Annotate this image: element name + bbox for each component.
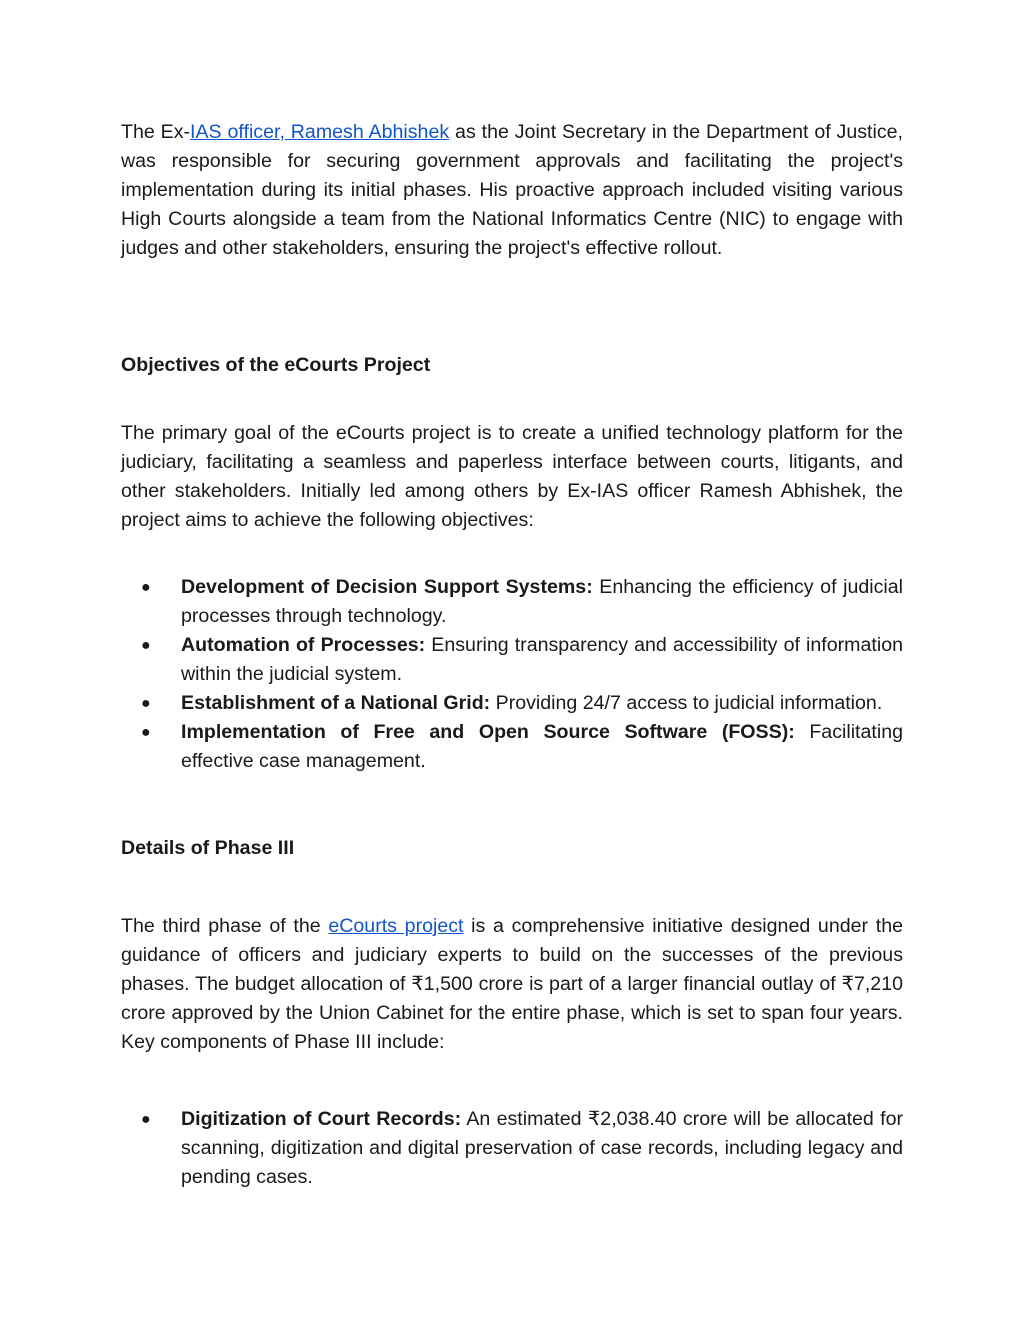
bullet-icon: ● <box>141 695 151 712</box>
list-item <box>121 718 903 776</box>
list-item-title: Establishment of a National Grid: <box>181 692 491 714</box>
list-item <box>121 1105 903 1192</box>
bullet-icon: ● <box>141 579 151 596</box>
bullet-icon: ● <box>141 1111 151 1128</box>
list-item-text: Ensuring transparency and accessibility of information within the judicial system. <box>181 634 903 685</box>
phase3-list <box>121 1105 903 1192</box>
phase3-paragraph <box>121 912 903 1057</box>
list-item-title: Automation of Processes: <box>181 634 426 656</box>
intro-prefix: The Ex- <box>121 121 191 143</box>
list-item <box>121 573 903 631</box>
list-item-text: Providing 24/7 access to judicial information. <box>490 692 883 714</box>
objectives-paragraph: The primary goal of the eCourts project is to create a unified technology platform for the judiciary, facilitating a seamless and paperless interface between courts, litigants, and other stakeholders. Initially led among others by Ex-IAS officer Ramesh Abhishek, the project aims to achieve the following objectives: <box>121 422 903 531</box>
list-item-text: An estimated ₹2,038.40 crore will be allocated for scanning, digitization and digital preservation of case records, including legacy and pending cases. <box>181 1108 903 1188</box>
ias-officer-link[interactable]: IAS officer, Ramesh Abhishek <box>190 121 450 143</box>
intro-paragraph <box>121 118 903 263</box>
list-item-text: Enhancing the efficiency of judicial processes through technology. <box>181 576 903 627</box>
list-item-title: Development of Decision Support Systems: <box>181 576 593 598</box>
objectives-heading: Objectives of the eCourts Project <box>121 354 431 376</box>
list-item-title: Digitization of Court Records: <box>181 1108 462 1130</box>
phase3-prefix: The third phase of the <box>121 915 329 937</box>
bullet-icon: ● <box>141 637 151 654</box>
ecourts-project-link[interactable]: eCourts project <box>328 915 464 937</box>
bullet-icon: ● <box>141 724 151 741</box>
objectives-list <box>121 573 903 776</box>
list-item-title: Implementation of Free and Open Source Software (FOSS): <box>181 721 795 743</box>
phase3-suffix: is a comprehensive initiative designed under the guidance of officers and judiciary experts to build on the successes of the previous phases. The budget allocation of ₹1,500 crore is part of a larger financial outlay of ₹7,210 crore approved by the Union Cabinet for the entire phase, which is set to span four years. Key components of Phase III include: <box>121 915 903 1053</box>
list-item-text: Facilitating effective case management. <box>181 721 903 772</box>
phase3-heading: Details of Phase III <box>121 837 295 859</box>
list-item <box>121 689 903 718</box>
list-item <box>121 631 903 689</box>
intro-suffix: as the Joint Secretary in the Department of Justice, was responsible for securing government approvals and facilitating the project's implementation during its initial phases. His proactive approach included visiting various High Courts alongside a team from the National Informatics Centre (NIC) to engage with judges and other stakeholders, ensuring the project's effective rollout. <box>121 121 903 259</box>
